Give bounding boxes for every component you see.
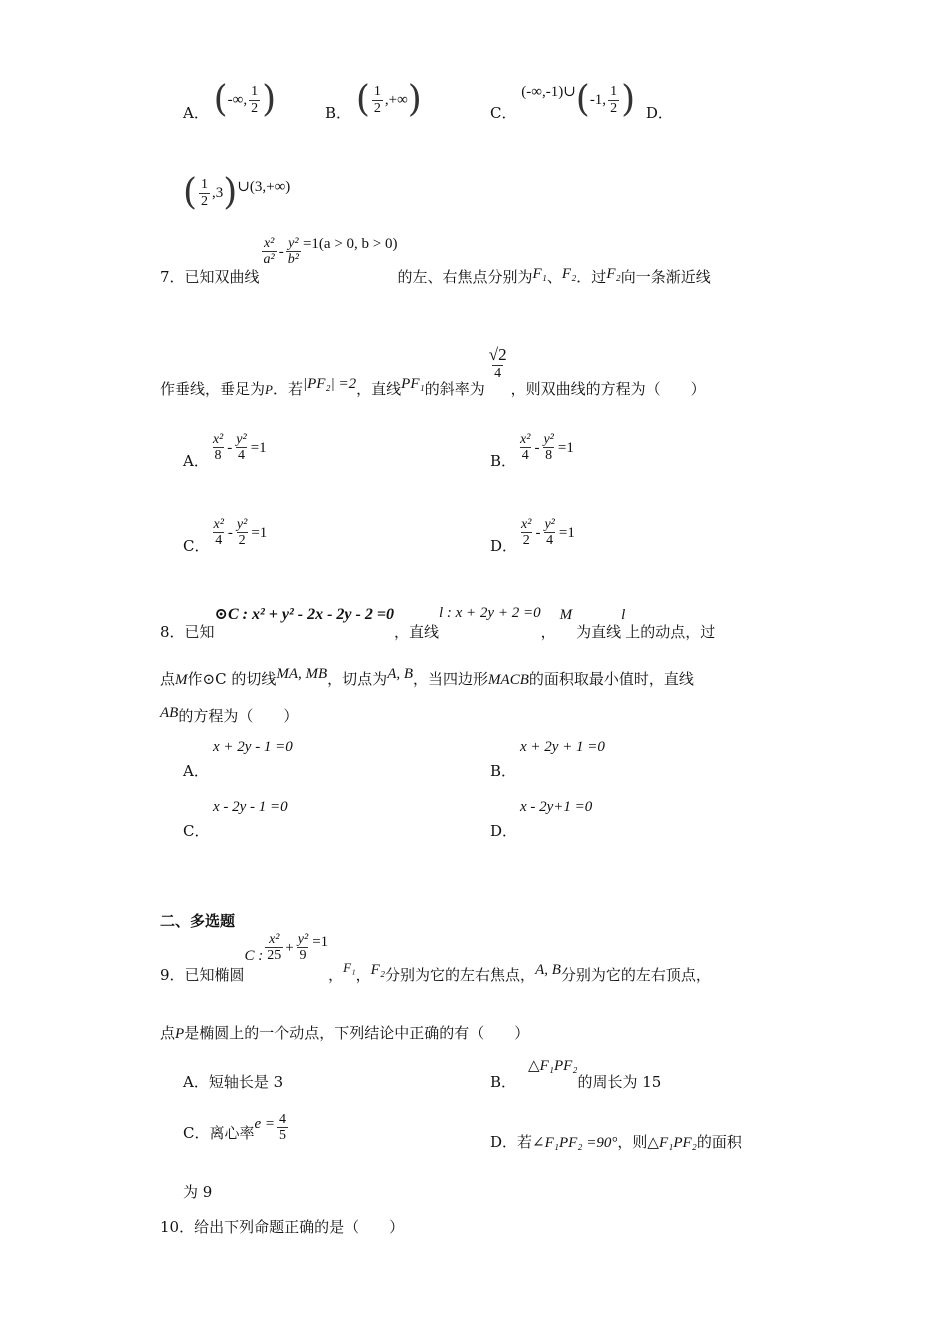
q7-f2: F₂ (561, 265, 577, 282)
q8-m: M (559, 607, 573, 623)
q7-option-c-tail: =1 (251, 524, 268, 541)
q8-ab2: AB (160, 705, 179, 721)
q7-pf2: |PF₂| =2 (302, 375, 357, 392)
q9-option-d-mid: ，则 (617, 1133, 648, 1151)
q8-line3 (160, 701, 299, 725)
q9-option-b-triangle: △F₁PF₂ (528, 1058, 578, 1074)
q8-line2-d: ，当四边形 (413, 670, 489, 688)
q8-option-d (490, 797, 592, 841)
q9-c-colon: C : (244, 947, 264, 964)
q8-line2-b: 作⊙C 的切线 (187, 670, 277, 688)
q8-line2 (160, 662, 694, 688)
q7-option-b-tail: =1 (557, 439, 574, 456)
q7-p: P (265, 381, 273, 397)
q6-c-part2: -1, (589, 92, 607, 108)
q7-mid2: ．过 (576, 267, 607, 286)
q9-tail1: 分别为它的左右顶点， (560, 965, 711, 984)
q7-line2-d: 的斜率为 (424, 379, 485, 398)
q7-line2-e: ，则双曲线的方程为（ ） (510, 379, 706, 398)
q9-ab: A, B (535, 961, 561, 978)
q9-eq: =1 (312, 933, 329, 950)
q9-plus: + (285, 939, 294, 956)
q6-a-left: -∞, (227, 92, 248, 108)
q9-option-d-line2: 为 9 (183, 1183, 213, 1201)
q7-pf1: PF₁ (401, 375, 425, 392)
q8-line2-a: 点 (160, 670, 176, 688)
q7-f2b: F₂ (606, 265, 621, 282)
q9-option-d (490, 1131, 742, 1152)
q6-b-frac: $\frac{1}{2}$ (373, 84, 381, 116)
q8-option-c-eq: x - 2y - 1 =0 (213, 799, 288, 815)
q8-circle-eq: ⊙C : x² + y² - 2x - 2y - 2 =0 (214, 606, 394, 623)
q9-option-d-triangle: △F₁PF₂ (647, 1135, 697, 1151)
q8-mamb: MA, MB (276, 666, 328, 682)
q6-option-b-label: B． (325, 104, 352, 122)
q6-c-part1: (-∞,-1)∪ (521, 84, 576, 100)
q8-option-c (183, 797, 288, 841)
q7-option-b-frac2: $\frac{\text{y²}}{8}$ (543, 432, 554, 464)
q7-eq-minus: - (278, 243, 284, 260)
q6-option-c: C． (-∞,-1)∪(-1, $\frac{1}{2}$ ) D． (490, 79, 673, 122)
q9-line2-b: 是椭圆上的一个动点，下列结论中正确的有（ ） (184, 1024, 530, 1042)
q8-line2-c: ，切点为 (327, 670, 388, 688)
q7-line2-b: ．若 (272, 379, 303, 398)
q8-line-l-eq: l : x + 2y + 2 =0 (438, 605, 541, 621)
q8-tail1: 上的动点，过 (625, 623, 716, 641)
q9-lead: 9．已知椭圆 (160, 965, 245, 984)
q8-option-a (183, 737, 293, 781)
q9-option-b-label: B． (490, 1073, 517, 1091)
q8-option-d-label: D． (490, 822, 518, 840)
q9-mid3: 分别为它的左右焦点， (385, 965, 536, 984)
q7-option-c-frac2: $\frac{\text{y²}}{2}$ (236, 517, 248, 549)
q9-option-c-label: C．离心率 (183, 1123, 255, 1142)
q7-option-d-tail: =1 (558, 524, 575, 541)
q9-line2 (160, 1022, 529, 1043)
q7-option-b-frac1: $\frac{\text{x²}}{4}$ (520, 432, 531, 464)
q7-eq-tail: =1(a > 0, b > 0) (302, 235, 398, 252)
q9-frac2: $\frac{\text{y²}}{9}$ (297, 932, 309, 964)
section-title-multiple-choice: 二、多选题 (160, 912, 236, 930)
q9-mid1: ， (328, 965, 344, 984)
q7-option-d-minus: - (535, 524, 541, 541)
q10-stem: 10．给出下列命题正确的是（ ） (160, 1218, 405, 1236)
q9-option-b (490, 1054, 662, 1091)
q8-option-a-eq: x + 2y - 1 =0 (213, 739, 293, 755)
q8-option-b-label: B． (490, 762, 517, 780)
q8-option-d-eq: x - 2y+1 =0 (520, 799, 593, 815)
q7-option-c-frac1: $\frac{\text{x²}}{4}$ (213, 517, 224, 549)
q7-line2 (160, 345, 706, 398)
q9-option-b-tail: 的周长为 15 (577, 1073, 662, 1091)
q7-lead: 7．已知双曲线 (160, 267, 260, 286)
q9-f1: F₁ (343, 959, 356, 975)
q7-option-a-minus: - (227, 439, 233, 456)
q7-option-d (490, 517, 575, 555)
q9-option-c-frac: $\frac{4}{5}$ (279, 1112, 287, 1144)
q7-option-c-label: C． (183, 536, 210, 555)
q9-option-c (183, 1112, 290, 1144)
q9-option-c-e: e = (254, 1115, 276, 1132)
q6-d-right1: ,3 (212, 185, 224, 201)
q6-option-d-label: D． (645, 104, 673, 122)
q9-line2-a: 点 (160, 1024, 176, 1042)
q6-d-right2: ∪(3,+∞) (237, 179, 291, 195)
q7-option-c (183, 517, 268, 555)
q8-line3-text: 的方程为（ ） (178, 707, 299, 725)
q6-option-d-content: ( $\frac{1}{2}$ ,3)∪(3,+∞) (183, 172, 291, 213)
q9-option-d-tail: 的面积 (696, 1133, 742, 1151)
q6-option-a-label: A． (183, 104, 209, 122)
q7-option-d-frac2: $\frac{\text{y²}}{4}$ (544, 517, 555, 549)
q7-line2-c: ，直线 (356, 379, 402, 398)
q9-frac1: $\frac{\text{x²}}{25}$ (267, 932, 282, 964)
q8-m2: M (175, 672, 188, 688)
q7-option-a-frac2: $\frac{\text{y²}}{4}$ (236, 432, 247, 464)
q6-c-frac: $\frac{1}{2}$ (610, 84, 618, 116)
q7-tail1: 向一条渐近线 (620, 267, 711, 286)
q7-option-a (183, 432, 267, 470)
q7-option-b-minus: - (534, 439, 540, 456)
q6-option-c-label: C． (490, 104, 517, 122)
q7-slope-frac: $\frac{√2}{4}$ (488, 345, 507, 381)
q7-option-b-label: B． (490, 451, 517, 470)
q7-option-d-frac1: $\frac{\text{x²}}{2}$ (521, 517, 532, 549)
q8-line1 (160, 603, 716, 641)
q8-option-a-label: A． (183, 762, 209, 780)
q8-l: l (621, 607, 626, 623)
q9-line1 (160, 932, 711, 984)
q9-option-d-angle: ∠F₁PF₂ =90° (532, 1135, 618, 1151)
q8-mid2: 为直线 (576, 623, 622, 641)
q8-mid1: ，直线 (393, 623, 439, 641)
q7-f1: F₁ (532, 265, 547, 282)
q6-option-a: A． (-∞, $\frac{1}{2}$ ) (183, 79, 277, 122)
q8-option-c-label: C． (183, 822, 210, 840)
q7-eq-frac2: $\frac{\text{y²}}{\text{b²}}$ (287, 236, 299, 268)
q9-mid2: ， (355, 965, 371, 984)
q7-option-a-label: A． (183, 451, 209, 470)
q7-sep: 、 (546, 267, 562, 286)
q8-option-b-eq: x + 2y + 1 =0 (520, 739, 605, 755)
q7-option-d-label: D． (490, 536, 518, 555)
q8-option-b (490, 737, 605, 781)
q7-eq-frac1: $\frac{\text{x²}}{\text{a²}}$ (263, 236, 275, 268)
q7-option-b (490, 432, 574, 470)
q8-macb: MACB (488, 672, 529, 688)
q7-mid: 的左、右焦点分别为 (397, 267, 533, 286)
q8-line2-e: 的面积取最小值时，直线 (528, 670, 694, 688)
q9-option-d-label: D．若 (490, 1133, 533, 1151)
q7-option-a-frac1: $\frac{\text{x²}}{8}$ (212, 432, 224, 464)
q9-option-a: A．短轴长是 3 (183, 1073, 284, 1091)
q9-f2: F₂ (370, 961, 386, 978)
q6-d-frac: $\frac{1}{2}$ (201, 177, 209, 209)
q8-lead: 8．已知 (160, 623, 215, 641)
q7-option-a-tail: =1 (250, 439, 267, 456)
q6-a-frac: $\frac{1}{2}$ (251, 84, 259, 116)
q6-b-right: ,+∞ (384, 92, 408, 108)
q8-ab: A, B (387, 666, 414, 682)
q9-p: P (175, 1026, 185, 1042)
q7-option-c-minus: - (227, 524, 233, 541)
q7-line2-a: 作垂线，垂足为 (160, 379, 266, 398)
q6-option-b: B． ( $\frac{1}{2}$ ,+∞) (325, 79, 422, 122)
q7-line1 (160, 235, 711, 286)
q8-comma: ， (540, 623, 556, 641)
